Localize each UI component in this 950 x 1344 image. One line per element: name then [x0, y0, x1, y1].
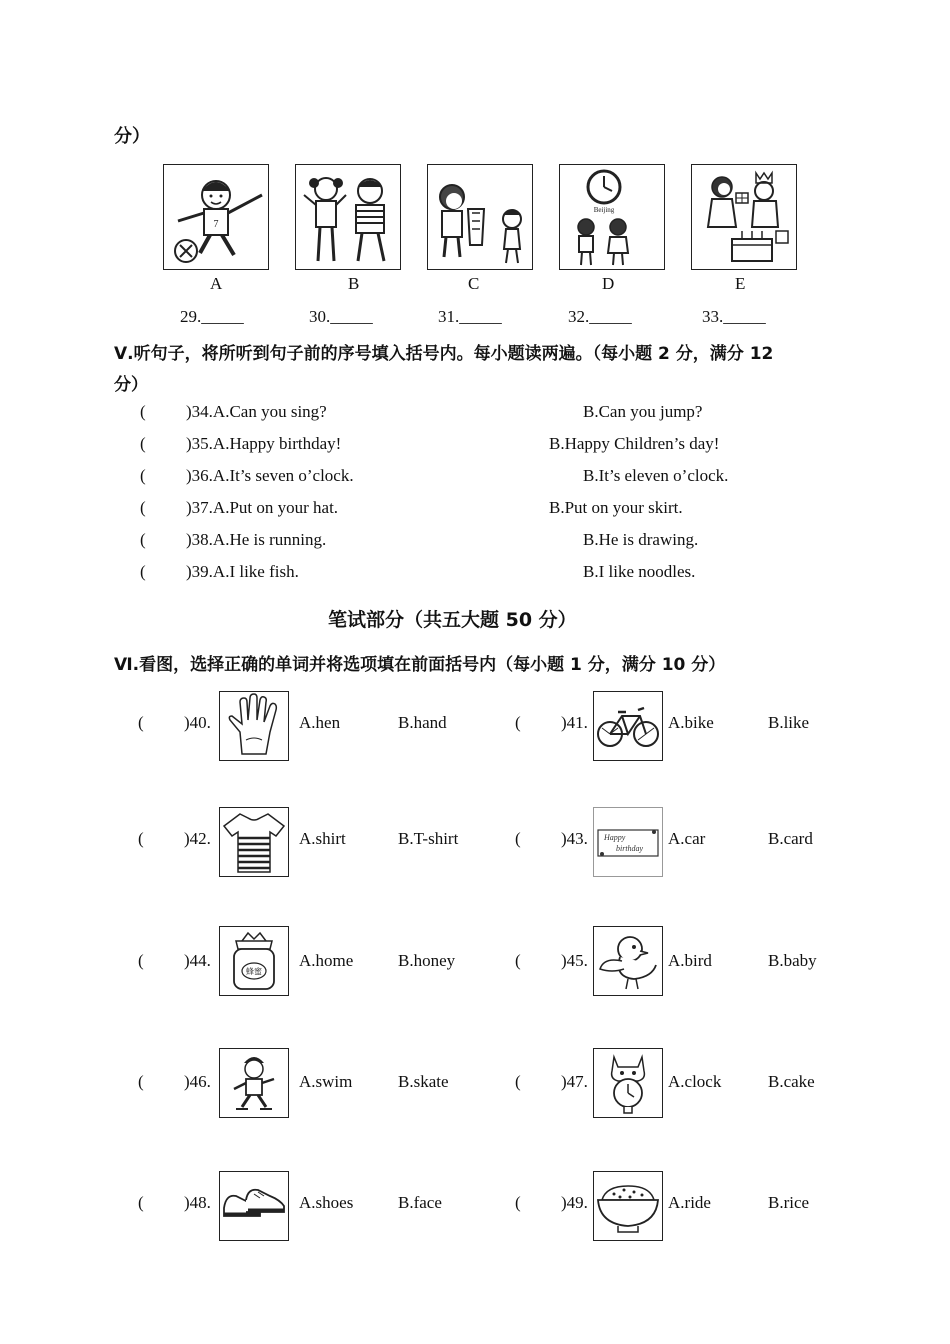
paren-42[interactable]: ( — [138, 829, 144, 848]
picture-label-b: B — [348, 274, 360, 293]
honey-jar-icon — [219, 926, 289, 996]
bird-icon — [593, 926, 663, 996]
q49-option-a: A.ride — [668, 1193, 711, 1212]
q41-option-b: B.like — [768, 713, 810, 732]
q36-option-b: B.It’s eleven o’clock. — [583, 466, 729, 485]
bicycle-icon — [593, 691, 663, 761]
q40-option-a: A.hen — [299, 713, 341, 732]
paren-47[interactable]: ( — [515, 1072, 521, 1091]
sneakers-icon — [219, 1171, 289, 1241]
q45-number: )45. — [561, 951, 588, 970]
paren-48[interactable]: ( — [138, 1193, 144, 1212]
q38-option-b: B.He is drawing. — [583, 530, 699, 549]
q35-option-a: )35.A.Happy birthday! — [186, 434, 342, 453]
picture-label-e: E — [735, 274, 746, 293]
q49-option-b: B.rice — [768, 1193, 810, 1212]
q46-number: )46. — [184, 1072, 211, 1091]
paren-41[interactable]: ( — [515, 713, 521, 732]
paren-34[interactable]: ( — [140, 402, 146, 421]
q43-option-a: A.car — [668, 829, 706, 848]
q46-option-b: B.skate — [398, 1072, 449, 1091]
kids-clothes-icon — [427, 164, 533, 270]
q34-option-b: B.Can you jump? — [583, 402, 703, 421]
q49-number: )49. — [561, 1193, 588, 1212]
section6-title: Ⅵ.看图，选择正确的单词并将选项填在前面括号内（每小题 1 分，满分 10 分） — [114, 655, 726, 675]
picture-label-a: A — [210, 274, 223, 293]
beijing-clock-icon — [559, 164, 665, 270]
q46-option-a: A.swim — [299, 1072, 353, 1091]
soccer-boy-icon — [163, 164, 269, 270]
paren-36[interactable]: ( — [140, 466, 146, 485]
q47-number: )47. — [561, 1072, 588, 1091]
section5-title: Ⅴ.听句子，将所听到句子前的序号填入括号内。每小题读两遍。（每小题 2 分，满分 12 — [114, 344, 774, 364]
paren-39[interactable]: ( — [140, 562, 146, 581]
q35-option-b: B.Happy Children’s day! — [549, 434, 720, 453]
q41-number: )41. — [561, 713, 588, 732]
paren-35[interactable]: ( — [140, 434, 146, 453]
paren-40[interactable]: ( — [138, 713, 144, 732]
answer-blank-31[interactable]: 31._____ — [438, 307, 502, 326]
q42-option-a: A.shirt — [299, 829, 346, 848]
written-part-title: 笔试部分（共五大题 50 分） — [328, 609, 577, 631]
q43-number: )43. — [561, 829, 588, 848]
paren-45[interactable]: ( — [515, 951, 521, 970]
paren-37[interactable]: ( — [140, 498, 146, 517]
q42-option-b: B.T-shirt — [398, 829, 459, 848]
q47-option-a: A.clock — [668, 1072, 722, 1091]
paren-43[interactable]: ( — [515, 829, 521, 848]
q40-option-b: B.hand — [398, 713, 447, 732]
q34-option-a: )34.A.Can you sing? — [186, 402, 327, 421]
q38-option-a: )38.A.He is running. — [186, 530, 327, 549]
birthday-gift-icon — [691, 164, 797, 270]
svg-text:7: 7 — [213, 219, 219, 230]
answer-blank-33[interactable]: 33._____ — [702, 307, 766, 326]
picture-label-c: C — [468, 274, 480, 293]
q45-option-a: A.bird — [668, 951, 712, 970]
q45-option-b: B.baby — [768, 951, 817, 970]
answer-blank-29[interactable]: 29._____ — [180, 307, 244, 326]
q37-option-a: )37.A.Put on your hat. — [186, 498, 339, 517]
page-top-tail: 分） — [114, 126, 150, 147]
card-text-line1: Happy — [604, 833, 626, 842]
q44-option-a: A.home — [299, 951, 354, 970]
q41-option-a: A.bike — [668, 713, 714, 732]
striped-tshirt-icon — [219, 807, 289, 877]
answer-blank-32[interactable]: 32._____ — [568, 307, 632, 326]
cat-clock-icon — [593, 1048, 663, 1118]
hand-icon — [219, 691, 289, 761]
q36-option-a: )36.A.It’s seven o’clock. — [186, 466, 354, 485]
q48-option-b: B.face — [398, 1193, 442, 1212]
rice-bowl-icon — [593, 1171, 663, 1241]
q44-option-b: B.honey — [398, 951, 456, 970]
q48-number: )48. — [184, 1193, 211, 1212]
answer-blank-30[interactable]: 30._____ — [309, 307, 373, 326]
q43-option-b: B.card — [768, 829, 813, 848]
q40-number: )40. — [184, 713, 211, 732]
skating-child-icon — [219, 1048, 289, 1118]
picture-label-d: D — [602, 274, 615, 293]
q44-number: )44. — [184, 951, 211, 970]
section5-title-cont: 分） — [114, 375, 148, 395]
q39-option-b: B.I like noodles. — [583, 562, 696, 581]
q48-option-a: A.shoes — [299, 1193, 354, 1212]
paren-38[interactable]: ( — [140, 530, 146, 549]
card-text-line2: birthday — [616, 844, 644, 853]
paren-44[interactable]: ( — [138, 951, 144, 970]
paren-49[interactable]: ( — [515, 1193, 521, 1212]
birthday-card-icon — [593, 807, 663, 877]
q39-option-a: )39.A.I like fish. — [186, 562, 299, 581]
paren-46[interactable]: ( — [138, 1072, 144, 1091]
q47-option-b: B.cake — [768, 1072, 815, 1091]
q42-number: )42. — [184, 829, 211, 848]
two-kids-icon — [295, 164, 401, 270]
q37-option-b: B.Put on your skirt. — [549, 498, 683, 517]
jar-label: 蜂蜜 — [246, 967, 262, 976]
clock-caption: Beijing — [593, 206, 615, 214]
